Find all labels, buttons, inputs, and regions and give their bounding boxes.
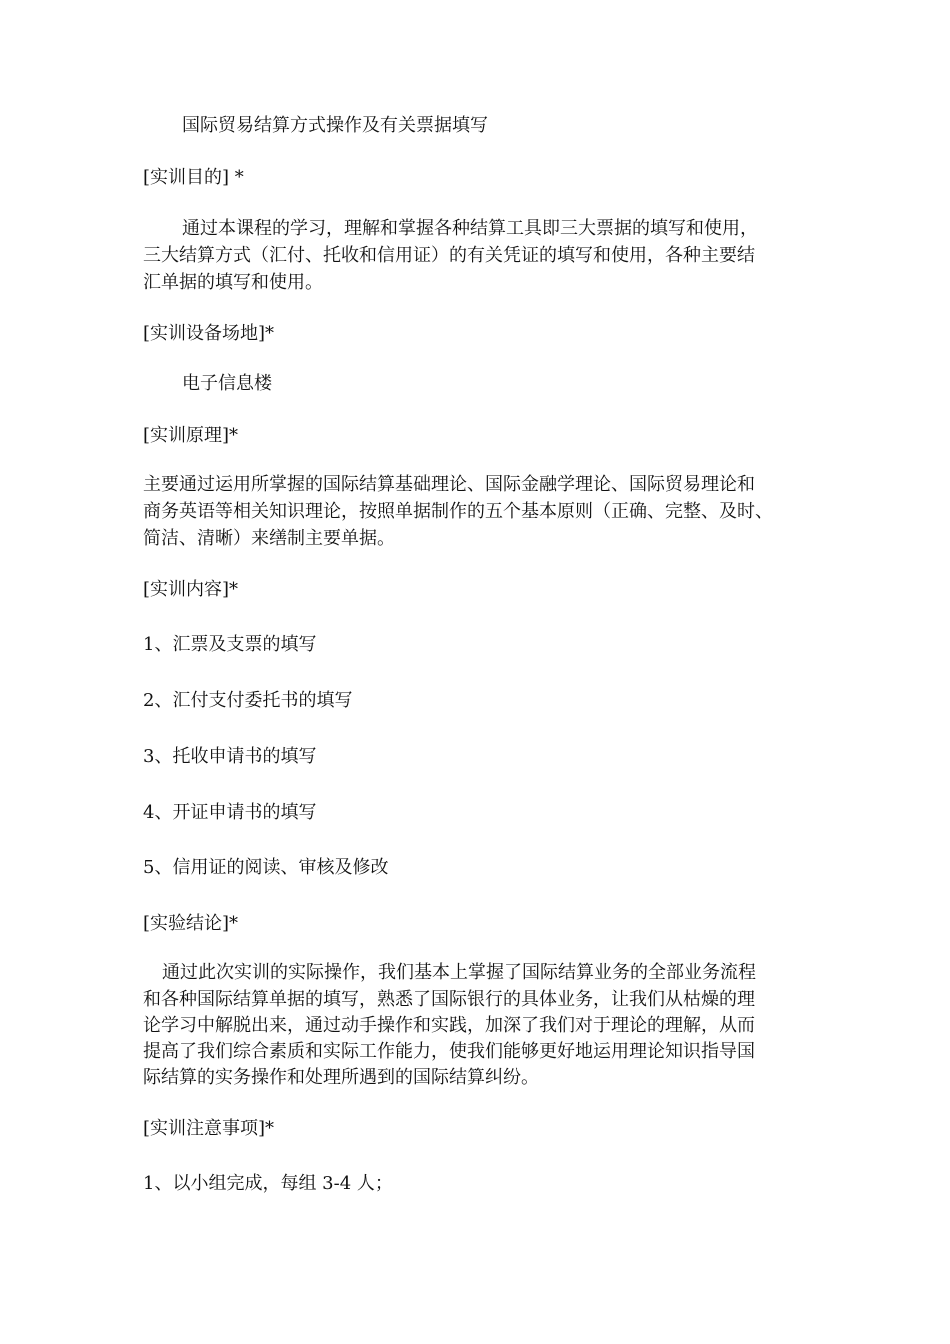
conclusion-line-2: 和各种国际结算单据的填写，熟悉了国际银行的具体业务，让我们从枯燥的理 — [143, 989, 755, 1010]
content-item-3: 3、托收申请书的填写 — [143, 746, 317, 767]
conclusion-line-1: 通过此次实训的实际操作，我们基本上掌握了国际结算业务的全部业务流程 — [162, 962, 756, 983]
principle-line-2: 商务英语等相关知识理论，按照单据制作的五个基本原则（正确、完整、及时、 — [143, 501, 773, 522]
content-item-1: 1、汇票及支票的填写 — [143, 634, 317, 655]
principle-line-3: 简洁、清晰）来缮制主要单据。 — [143, 528, 395, 549]
content-item-5: 5、信用证的阅读、审核及修改 — [143, 857, 389, 878]
section-heading-notes: [实训注意事项]* — [143, 1118, 275, 1139]
conclusion-line-3: 论学习中解脱出来，通过动手操作和实践，加深了我们对于理论的理解，从而 — [143, 1015, 755, 1036]
venue-line-1: 电子信息楼 — [182, 373, 272, 394]
conclusion-line-5: 际结算的实务操作和处理所遇到的国际结算纠纷。 — [143, 1067, 539, 1088]
section-heading-conclusion: [实验结论]* — [143, 913, 239, 934]
document-title: 国际贸易结算方式操作及有关票据填写 — [182, 115, 488, 136]
conclusion-line-4: 提高了我们综合素质和实际工作能力，使我们能够更好地运用理论知识指导国 — [143, 1041, 755, 1062]
section-heading-purpose: [实训目的] * — [143, 167, 244, 188]
section-heading-venue: [实训设备场地]* — [143, 323, 275, 344]
purpose-line-2: 三大结算方式（汇付、托收和信用证）的有关凭证的填写和使用，各种主要结 — [143, 245, 755, 266]
section-heading-principle: [实训原理]* — [143, 425, 239, 446]
notes-item-1: 1、以小组完成，每组 3-4 人； — [143, 1173, 393, 1194]
purpose-line-1: 通过本课程的学习，理解和掌握各种结算工具即三大票据的填写和使用， — [182, 218, 758, 239]
principle-line-1: 主要通过运用所掌握的国际结算基础理论、国际金融学理论、国际贸易理论和 — [143, 474, 755, 495]
content-item-4: 4、开证申请书的填写 — [143, 802, 317, 823]
section-heading-content: [实训内容]* — [143, 579, 239, 600]
purpose-line-3: 汇单据的填写和使用。 — [143, 272, 323, 293]
content-item-2: 2、汇付支付委托书的填写 — [143, 690, 353, 711]
